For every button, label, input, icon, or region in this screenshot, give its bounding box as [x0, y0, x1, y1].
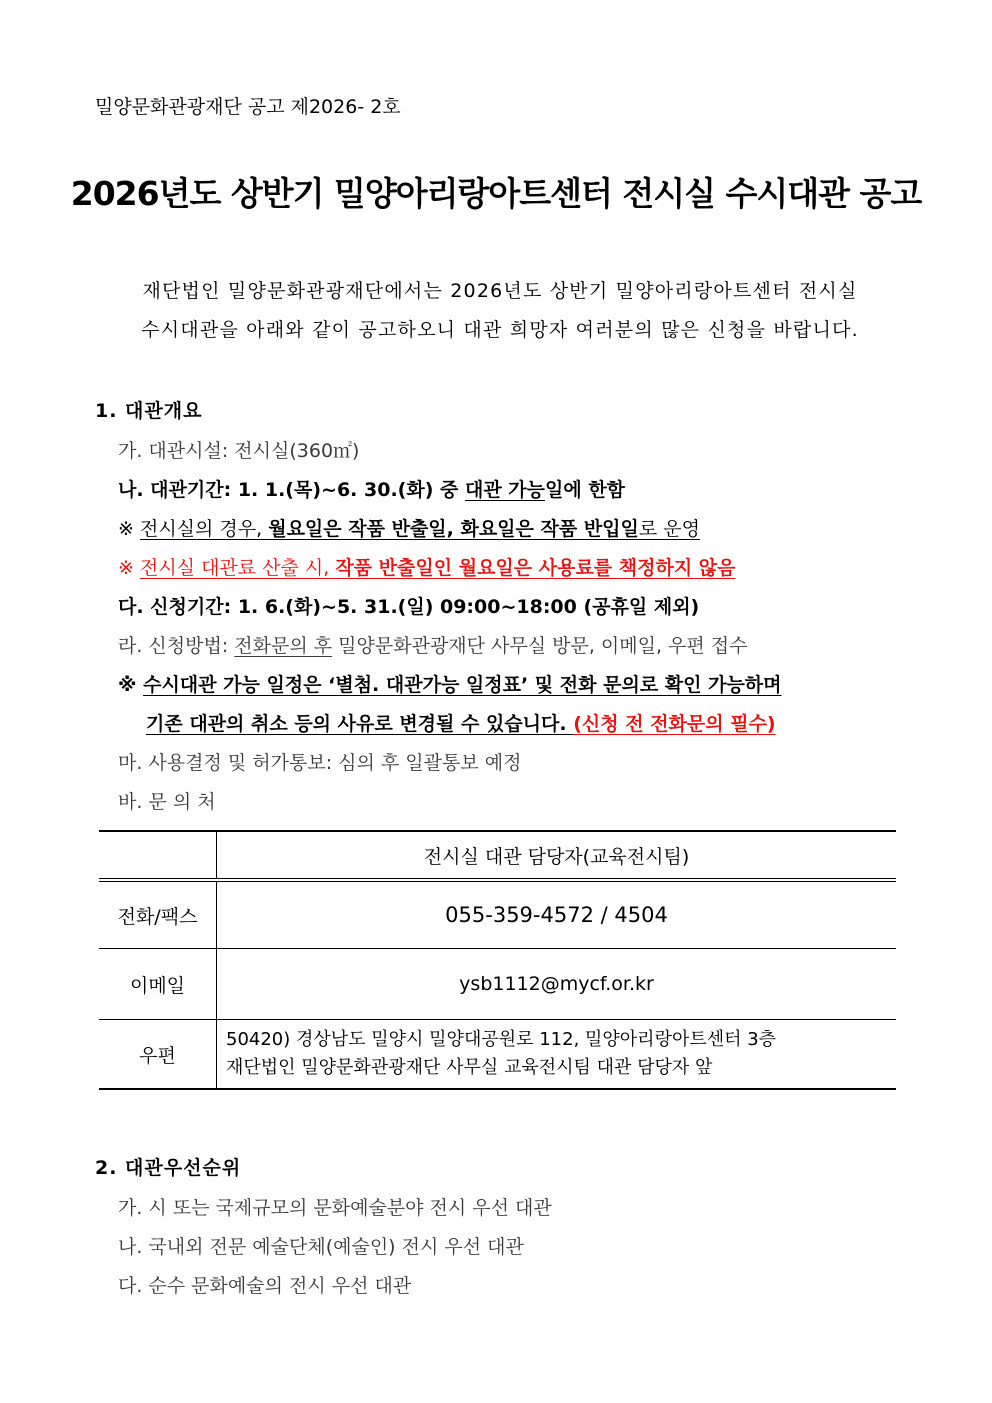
section1-item-ra: [118, 631, 748, 658]
email-value: ysb1112@mycf.or.kr: [217, 949, 897, 1020]
contact-table: [99, 830, 896, 1090]
note2-mark: ※: [118, 557, 140, 579]
section1-note-3-line-2: [146, 709, 776, 736]
note1-part2: 월요일은 작품 반출일, 화요일은 작품 반입일: [268, 518, 639, 540]
note1-part3: 로 운영: [638, 518, 700, 540]
note1-part1: 전시실의 경우,: [139, 518, 269, 540]
section1-item-da: 다. 신청기간: 1. 6.(화)~5. 31.(일) 09:00~18:00 (공휴일 제외): [118, 596, 700, 618]
table-row: [99, 1020, 896, 1090]
notice-number: 밀양문화관광재단 공고 제2026- 2호: [95, 96, 401, 118]
section2-item-ga: 가. 시 또는 국제규모의 문화예술분야 전시 우선 대관: [118, 1197, 552, 1219]
note2-part2: 작품 반출일인 월요일은 사용료를 책정하지 않음: [335, 557, 736, 579]
note3-line1: 수시대관 가능 일정은 ‘별첨. 대관가능 일정표’ 및 전화 문의로 확인 가능하며: [143, 674, 782, 696]
na-suffix: 일에 한함: [545, 479, 626, 501]
ra-suffix: 밀양문화관광재단 사무실 방문, 이메일, 우편 접수: [332, 635, 748, 657]
table-row: [99, 880, 896, 949]
table-header-contact: 전시실 대관 담당자(교육전시팀): [217, 831, 897, 880]
ra-prefix: 라. 신청방법:: [118, 635, 235, 657]
section1-item-ba: 바. 문 의 처: [118, 791, 216, 813]
mail-address: [217, 1020, 897, 1090]
table-header-blank: [99, 831, 217, 880]
intro-line-2: 수시대관을 아래와 같이 공고하오니 대관 희망자 여러분의 많은 신청을 바랍니다.: [141, 319, 859, 341]
note3-line2-red: (신청 전 전화문의 필수): [573, 713, 776, 735]
section1-note-3-line-1: [118, 670, 782, 697]
table-row: [99, 949, 896, 1020]
phone-value: 055-359-4572 / 4504: [217, 880, 897, 949]
intro-line-1: 재단법인 밀양문화관광재단에서는 2026년도 상반기 밀양아리랑아트센터 전시실: [142, 280, 858, 302]
section1-item-na: [118, 475, 625, 502]
section1-heading: 1. 대관개요: [95, 400, 203, 422]
email-label: 이메일: [99, 949, 217, 1020]
ra-underlined: 전화문의 후: [234, 635, 333, 657]
na-underlined: 대관 가능: [464, 479, 545, 501]
section1-note-2: [118, 553, 736, 580]
section2-heading: 2. 대관우선순위: [95, 1157, 242, 1179]
note1-mark: ※: [118, 518, 140, 540]
mail-label: 우편: [99, 1020, 217, 1090]
section1-item-ma: 마. 사용결정 및 허가통보: 심의 후 일괄통보 예정: [118, 752, 522, 774]
note3-mark: ※: [118, 674, 144, 696]
table-row: [99, 831, 896, 880]
phone-label: 전화/팩스: [99, 880, 217, 949]
na-prefix: 나. 대관기간: 1. 1.(목)~6. 30.(화) 중: [118, 479, 465, 501]
note3-line2: 기존 대관의 취소 등의 사유로 변경될 수 있습니다.: [146, 713, 574, 735]
section1-item-ga: 가. 대관시설: 전시실(360㎡): [118, 440, 360, 462]
mail-address-line-1: 50420) 경상남도 밀양시 밀양대공원로 112, 밀양아리랑아트센터 3층: [226, 1029, 777, 1050]
page-title: 2026년도 상반기 밀양아리랑아트센터 전시실 수시대관 공고: [70, 174, 922, 213]
mail-address-line-2: 재단법인 밀양문화관광재단 사무실 교육전시팀 대관 담당자 앞: [226, 1057, 713, 1078]
section1-note-1: [118, 514, 700, 541]
section2-item-da: 다. 순수 문화예술의 전시 우선 대관: [118, 1275, 412, 1297]
note2-part1: 전시실 대관료 산출 시,: [139, 557, 336, 579]
section2-item-na: 나. 국내외 전문 예술단체(예술인) 전시 우선 대관: [118, 1236, 524, 1258]
